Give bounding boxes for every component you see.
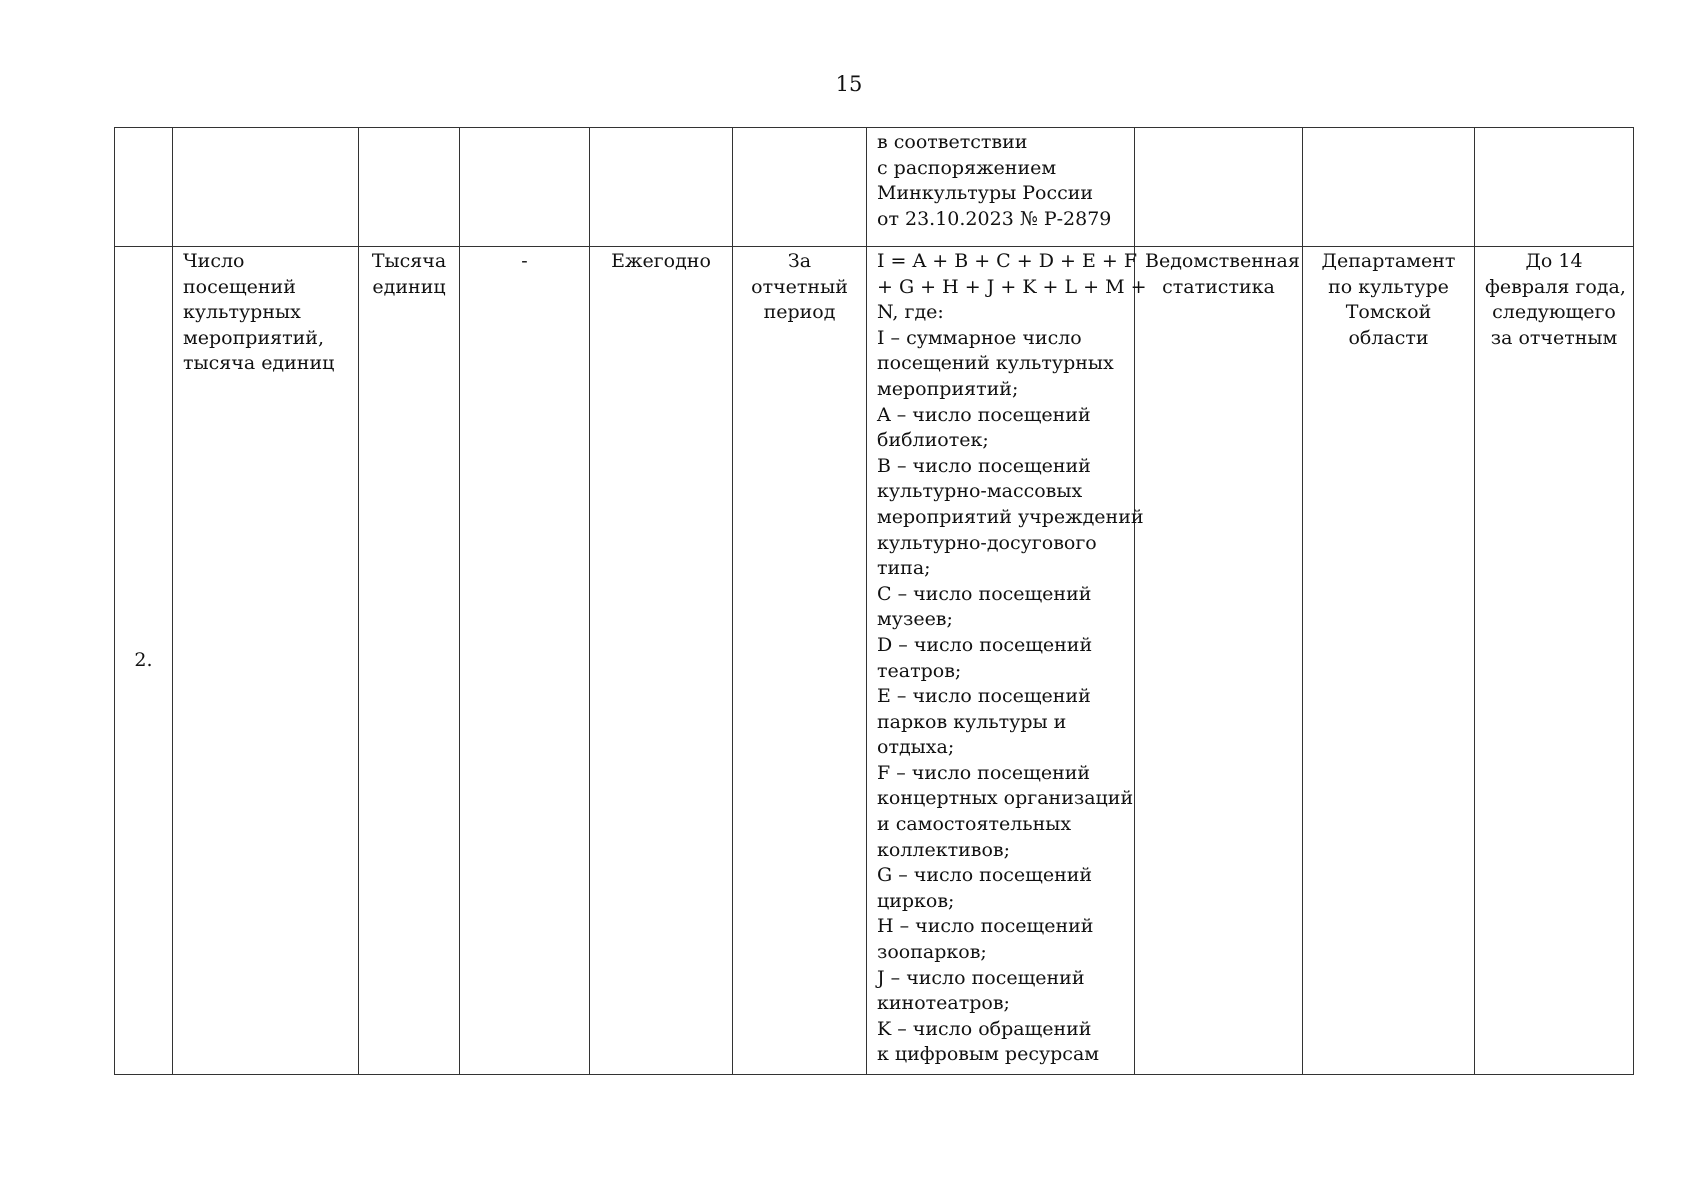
deadline-line: за отчетным [1490, 326, 1618, 349]
method-line: Минкультуры России [877, 182, 1094, 205]
indicator-line: посещений [183, 275, 296, 298]
method-line: в соответствии [877, 131, 1028, 153]
method-line: зоопарков; [877, 941, 987, 964]
cell-method-continuation [867, 128, 1135, 247]
method-line: K – число обращений [877, 1017, 1092, 1040]
cell-indicator-empty [173, 128, 359, 247]
source-line: Ведомственная [1145, 250, 1300, 272]
responsible-line: Департамент [1321, 250, 1456, 272]
method-line: библиотек; [877, 429, 989, 452]
method-line: от 23.10.2023 № Р-2879 [877, 207, 1112, 230]
page-number: 15 [835, 72, 863, 96]
method-line: музеев; [877, 608, 953, 631]
cell-unit [359, 247, 460, 1075]
cell-frequency: Ежегодно [590, 247, 733, 1075]
method-line: A – число посещений [877, 403, 1091, 426]
cell-deadline-empty [1475, 128, 1634, 247]
cell-period-empty [733, 128, 867, 247]
method-line: парков культуры и [877, 710, 1067, 733]
method-line: посещений культурных [877, 352, 1114, 375]
indicator-line: тысяча единиц [183, 352, 335, 375]
indicator-line: культурных [183, 301, 301, 324]
unit-line: Тысяча [371, 250, 447, 272]
method-line: культурно-досугового [877, 531, 1097, 554]
method-line: концертных организаций [877, 787, 1134, 810]
responsible-line: области [1348, 326, 1429, 349]
responsible-line: по культуре [1328, 275, 1449, 298]
method-line: C – число посещений [877, 582, 1092, 605]
method-line: B – число посещений [877, 454, 1091, 477]
method-line: и самостоятельных [877, 813, 1072, 836]
cell-row-number: 2. [115, 247, 173, 1075]
indicators-table [114, 127, 1634, 1075]
method-line: типа; [877, 557, 931, 580]
deadline-line: февраля года, [1485, 275, 1626, 298]
method-line: кинотеатров; [877, 992, 1010, 1015]
method-line: к цифровым ресурсам [877, 1043, 1100, 1066]
method-line: H – число посещений [877, 915, 1094, 938]
cell-dash-empty [460, 128, 590, 247]
method-line: I – суммарное число [877, 326, 1082, 349]
responsible-line: Томской [1345, 301, 1432, 324]
cell-indicator-name [173, 247, 359, 1075]
cell-period [733, 247, 867, 1075]
cell-dash: - [460, 247, 590, 1075]
period-line: период [763, 301, 836, 324]
deadline-line: До 14 [1525, 250, 1583, 272]
period-line: отчетный [751, 275, 848, 298]
indicator-line: мероприятий, [183, 326, 324, 349]
method-line: + G + H + J + K + L + M + [877, 275, 1147, 298]
cell-responsible-empty [1303, 128, 1475, 247]
method-line: цирков; [877, 889, 955, 912]
unit-line: единиц [372, 275, 446, 298]
method-line: E – число посещений [877, 685, 1091, 708]
method-line: отдыха; [877, 736, 955, 759]
table-row-2 [115, 247, 1634, 1075]
method-line: I = A + B + C + D + E + F [877, 250, 1138, 272]
source-line: статистика [1162, 275, 1275, 298]
method-line: культурно-массовых [877, 480, 1083, 503]
cell-calculation-method [867, 247, 1147, 1075]
method-line: G – число посещений [877, 864, 1093, 887]
indicator-line: Число [183, 250, 245, 272]
method-line: театров; [877, 659, 962, 682]
method-line: мероприятий; [877, 377, 1019, 400]
cell-responsible [1303, 247, 1475, 1075]
method-line: с распоряжением [877, 156, 1057, 179]
method-line: D – число посещений [877, 633, 1093, 656]
cell-unit-empty [359, 128, 460, 247]
method-line: мероприятий учреждений [877, 505, 1144, 528]
method-line: J – число посещений [877, 966, 1085, 989]
cell-deadline [1475, 247, 1634, 1075]
cell-frequency-empty [590, 128, 733, 247]
method-line: N, где: [877, 301, 944, 324]
table-row-continuation [115, 128, 1634, 247]
period-line: За [787, 250, 812, 272]
cell-number-empty [115, 128, 173, 247]
cell-data-source [1135, 247, 1303, 1075]
method-line: коллективов; [877, 838, 1010, 861]
cell-source-empty [1135, 128, 1303, 247]
deadline-line: следующего [1492, 301, 1616, 324]
method-line: F – число посещений [877, 761, 1091, 784]
